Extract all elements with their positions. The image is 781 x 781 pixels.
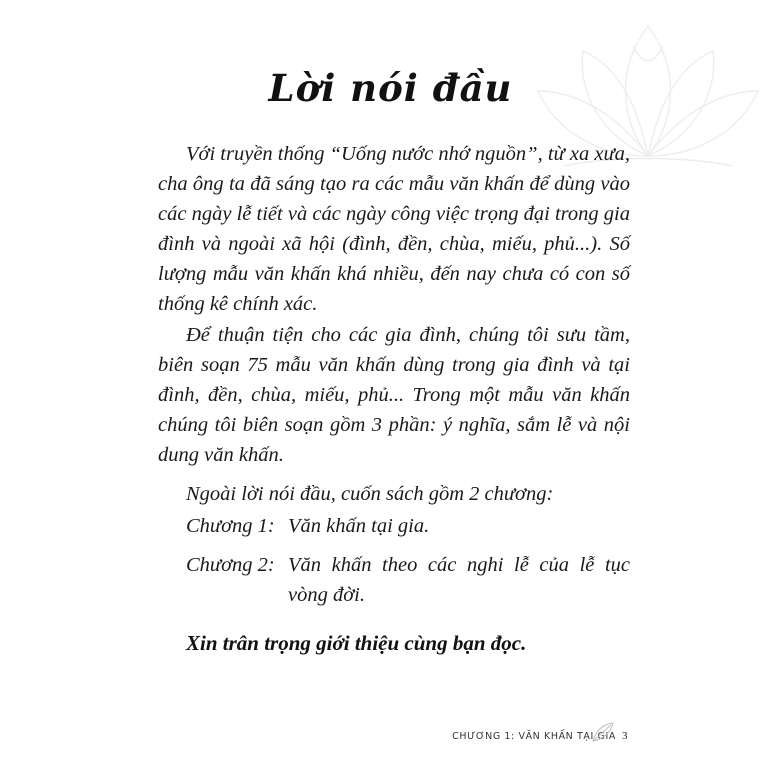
running-head: CHƯƠNG 1: VĂN KHẤN TẠI GIA xyxy=(452,731,616,742)
chapters-intro: Ngoài lời nói đầu, cuốn sách gồm 2 chương: xyxy=(186,483,554,505)
paragraph-2 xyxy=(158,320,630,470)
chapter-label: Chương 2: xyxy=(186,554,275,576)
chapter-title: Văn khấn tại gia. xyxy=(288,515,430,537)
paragraph-1 xyxy=(158,139,630,319)
chapter-title: Văn khấn theo các nghi lễ của lễ tục vòng đời. xyxy=(288,554,630,606)
leaf-ornament-icon xyxy=(590,720,616,744)
closing-line: Xin trân trọng giới thiệu cùng bạn đọc. xyxy=(186,631,527,655)
page-title: Lời nói đầu xyxy=(268,66,513,110)
page-number: 3 xyxy=(622,730,628,742)
chapter-label: Chương 1: xyxy=(186,515,275,537)
paragraph-text: Với truyền thống “Uống nước nhớ nguồn”, từ xa xưa, cha ông ta đã sáng tạo ra các mẫu văn khấn để dùng vào các ngày lễ tiết và các ngày công việc trọng đại trong gia đình và ngoài xã hội (đình, đền, chùa, miếu, phủ...). Số lượng mẫu văn khấn khá nhiều, đến nay chưa có con số thống kê chính xác. xyxy=(158,143,630,315)
paragraph-text: Để thuận tiện cho các gia đình, chúng tôi sưu tầm, biên soạn 75 mẫu văn khấn dùng trong gia đình và tại đình, đền, chùa, miếu, phủ... Trong một mẫu văn khấn chúng tôi biên soạn gồm 3 phần: ý nghĩa, sắm lễ và nội dung văn khấn. xyxy=(158,324,630,466)
